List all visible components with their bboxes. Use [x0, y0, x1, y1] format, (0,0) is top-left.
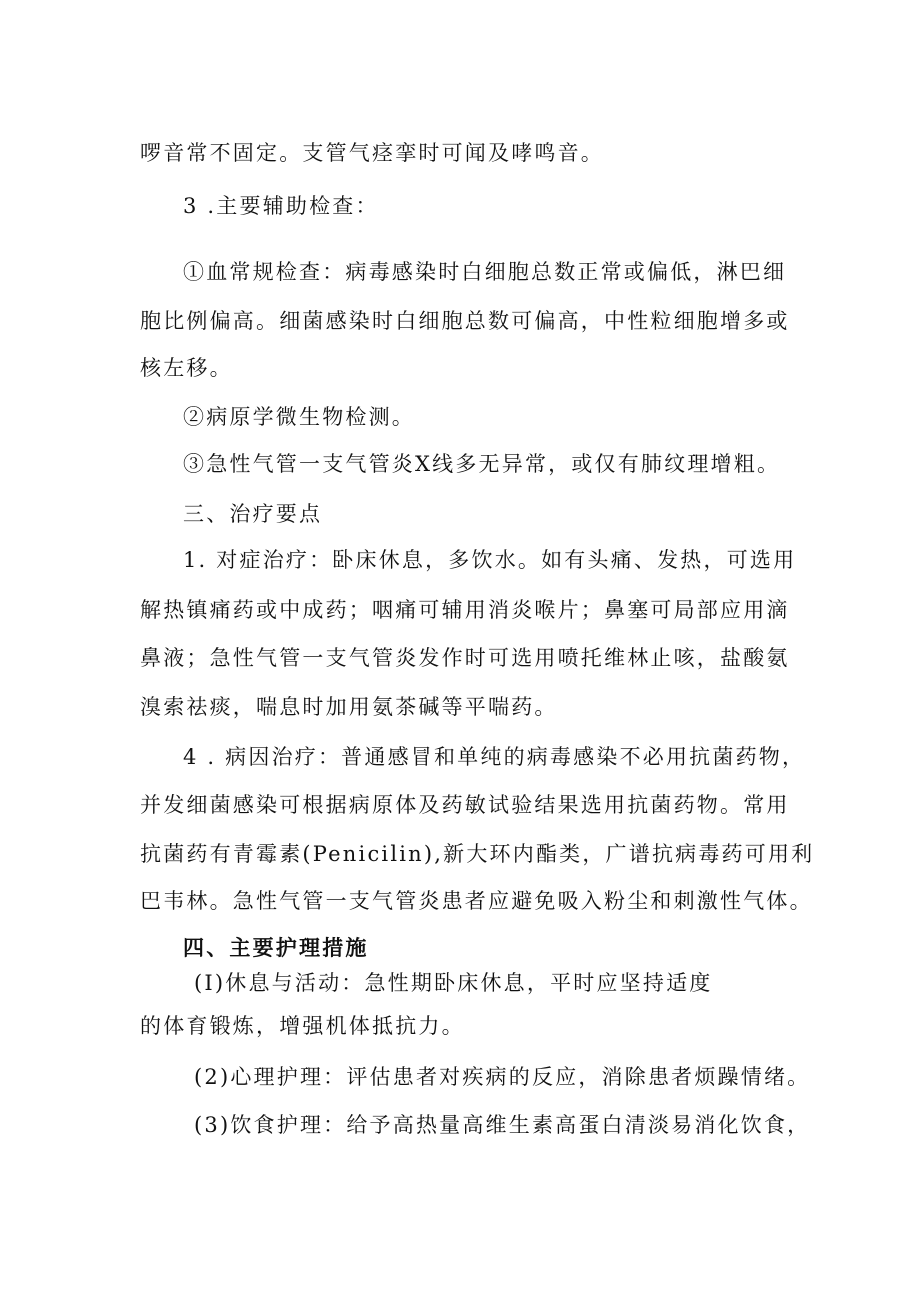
text-line: 的体育锻炼，增强机体抵抗力。	[140, 1014, 465, 1038]
text-line: 啰音常不固定。支管气痉挛时可闻及哮鸣音。	[140, 141, 604, 165]
text-line: 核左移。	[140, 356, 233, 380]
text-line: 抗菌药有青霉素(Penicilin),新大环内酯类，广谱抗病毒药可用利	[140, 842, 815, 866]
section-heading: 四、主要护理措施	[183, 935, 369, 960]
text-line: 并发细菌感染可根据病原体及药敏试验结果选用抗菌药物。常用	[140, 793, 790, 817]
text-line: ③急性气管一支气管炎X线多无异常，或仅有肺纹理增粗。	[183, 452, 781, 476]
text-line: 解热镇痛药或中成药；咽痛可辅用消炎喉片；鼻塞可局部应用滴	[140, 598, 790, 622]
text-line: 胞比例偏高。细菌感染时白细胞总数可偏高，中性粒细胞增多或	[140, 309, 790, 333]
text-line: (2)心理护理：评估患者对疾病的反应，消除患者烦躁情绪。	[194, 1065, 811, 1089]
text-line: 1. 对症治疗：卧床休息，多饮水。如有头痛、发热，可选用	[183, 548, 797, 572]
text-line: ②病原学微生物检测。	[183, 405, 415, 429]
text-line: 溴索祛痰，喘息时加用氨茶碱等平喘药。	[140, 695, 558, 719]
text-line: 3 .主要辅助检查：	[183, 194, 379, 218]
section-heading: 三、治疗要点	[183, 502, 323, 526]
text-line: (I)休息与活动：急性期卧床休息，平时应坚持适度	[194, 971, 713, 995]
text-line: 鼻液；急性气管一支气管炎发作时可选用喷托维林止咳，盐酸氨	[140, 646, 790, 670]
text-line: 4 . 病因治疗：普通感冒和单纯的病毒感染不必用抗菌药物，	[183, 745, 806, 769]
text-line: (3)饮食护理：给予高热量高维生素高蛋白清淡易消化饮食，	[194, 1113, 811, 1137]
text-line: 巴韦林。急性气管一支气管炎患者应避免吸入粉尘和刺激性气体。	[140, 889, 813, 913]
text-line: ①血常规检查：病毒感染时白细胞总数正常或偏低，淋巴细	[183, 260, 787, 284]
